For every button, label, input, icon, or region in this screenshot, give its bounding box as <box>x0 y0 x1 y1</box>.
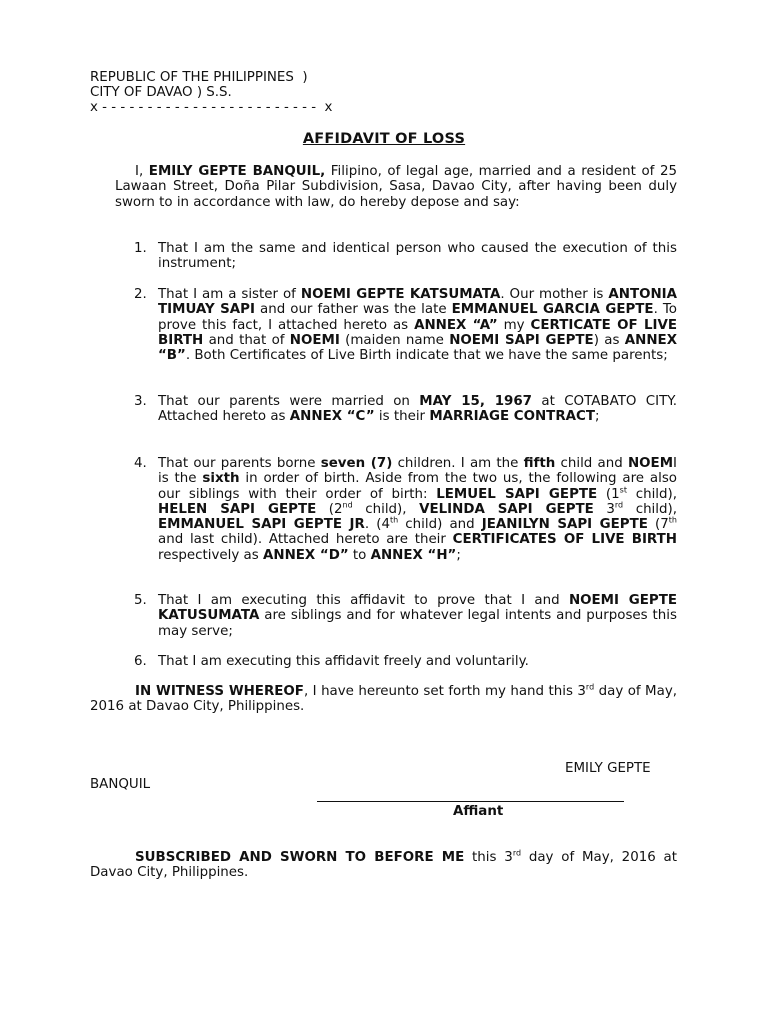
item-number: 4. <box>134 456 147 471</box>
text-run: ; <box>456 547 461 563</box>
bold-run: ANNEX “B” <box>158 332 678 364</box>
item-text <box>158 654 677 669</box>
bold-run: MAY 15, 1967 <box>419 394 532 409</box>
item-number: 1. <box>134 241 147 256</box>
superscript: nd <box>342 500 353 510</box>
text-run: children. I am the <box>392 456 524 471</box>
list-item-6 <box>134 654 677 669</box>
list-item-5 <box>134 593 677 639</box>
text-run: That I am a sister of <box>158 287 301 302</box>
text-run: respectively as <box>158 547 263 563</box>
text-run: That our parents borne <box>158 456 321 471</box>
list-item-2 <box>134 287 677 363</box>
text-run: (maiden name <box>339 332 450 348</box>
bold-run: NOEM <box>627 456 674 471</box>
superscript: th <box>389 515 399 525</box>
superscript: rd <box>614 500 624 510</box>
text-run: . Our mother is <box>500 287 609 302</box>
bold-run: MARRIAGE CONTRACT <box>429 409 595 425</box>
text-run: (7 <box>647 517 669 533</box>
text-run: child and <box>555 456 628 471</box>
text-run: in order of birth. Aside from the two us, the following are also our siblings with their order of birth: <box>158 471 677 502</box>
document-title: AFFIDAVIT OF LOSS <box>302 131 466 147</box>
affiant-name-line1: EMILY GEPTE <box>565 761 651 776</box>
intro-text: Filipino, of legal age, married and a resident of 25 Lawaan Street, Doña Pilar Subdivision, Sasa, Davao City, after having been duly sworn to in accordance with law, do hereby depose and say: <box>115 164 677 210</box>
superscript: st <box>619 485 627 495</box>
item-text <box>158 394 677 425</box>
bold-run: HELEN SAPI GEPTE <box>158 501 317 517</box>
header-republic: REPUBLIC OF THE PHILIPPINES ) <box>90 70 308 85</box>
header-separator: x - - - - - - - - - - - - - - - - - - - - - - - - x <box>90 100 333 115</box>
header-city: CITY OF DAVAO ) S.S. <box>90 85 232 100</box>
list-item-3 <box>134 394 677 425</box>
affiant-name-line2: BANQUIL <box>90 777 151 792</box>
superscript: th <box>668 515 677 525</box>
text-run: . Both Certificates of Live Birth indicate that we have the same parents; <box>185 348 668 364</box>
text-run: (1 <box>597 486 620 502</box>
bold-run: ANNEX “A” <box>414 317 498 333</box>
text-run: to <box>348 547 371 563</box>
item-number: 5. <box>134 593 147 608</box>
bold-run: JEANILYN SAPI GEPTE <box>481 517 648 533</box>
item-number: 6. <box>134 654 147 669</box>
bold-run: sixth <box>202 471 240 487</box>
bold-run: ANTONIA TIMUAY SAPI <box>158 287 678 318</box>
item-text <box>158 287 677 363</box>
bold-run: NOEMI GEPTE KATUSUMATA <box>158 593 677 624</box>
text-run: ; <box>594 409 600 425</box>
text-run: day of May, 2016 at Davao City, Philippines. <box>90 850 678 881</box>
superscript: rd <box>585 682 595 692</box>
bold-run: LEMUEL SAPI GEPTE <box>436 486 598 502</box>
bold-run: ANNEX “D” <box>263 547 349 563</box>
bold-run: NOEMI SAPI GEPTE <box>449 332 594 348</box>
item-number: 2. <box>134 287 147 302</box>
text-run: , I have hereunto set forth my hand this 3 <box>303 684 586 699</box>
superscript: rd <box>512 848 522 858</box>
item-number: 3. <box>134 394 147 409</box>
text-run: and that of <box>203 332 290 348</box>
text-run: 3 <box>593 501 615 517</box>
text-run: day of May, 2016 at Davao City, Philippines. <box>90 684 677 715</box>
bold-run: NOEMI GEPTE KATSUMATA <box>300 287 501 302</box>
text-run: child), <box>623 501 677 517</box>
bold-run: EMMANUEL SAPI GEPTE JR <box>158 517 365 533</box>
text-run: is their <box>374 409 430 425</box>
text-run: (2 <box>316 501 343 517</box>
bold-run: EMMANUEL GARCIA GEPTE <box>451 302 654 318</box>
bold-run: seven (7) <box>320 456 393 471</box>
witness-paragraph <box>90 684 677 715</box>
bold-run: ANNEX “H” <box>370 547 457 563</box>
text-run: my <box>497 317 531 333</box>
text-run: and our father was the late <box>254 302 452 318</box>
bold-run: fifth <box>523 456 556 471</box>
bold-run: VELINDA SAPI GEPTE <box>419 501 594 517</box>
text-run: are siblings and for whatever legal intents and purposes this may serve; <box>158 608 677 639</box>
text-run: . To prove this fact, I attached hereto as <box>158 302 677 333</box>
bold-run: SUBSCRIBED AND SWORN TO BEFORE ME <box>135 850 465 865</box>
item-text <box>158 241 677 272</box>
text-run: That our parents were married on <box>158 394 420 409</box>
bold-run: CERTICATE OF LIVE BIRTH <box>158 317 677 348</box>
item-text <box>158 593 677 639</box>
text-run: . (4 <box>364 517 390 533</box>
text-run: That I am the same and identical person who caused the execution of this instrument; <box>158 241 677 272</box>
list-item-1 <box>134 241 677 272</box>
text-run: at COTABATO CITY. Attached hereto as <box>158 394 678 425</box>
item-text <box>158 456 677 563</box>
signature-line <box>317 801 624 802</box>
text-run: child) and <box>398 517 482 533</box>
bold-run: CERTIFICATES OF LIVE BIRTH <box>452 532 677 548</box>
list-item-4 <box>134 456 677 563</box>
text-run: this 3 <box>464 850 513 865</box>
text-run: That I am executing this affidavit freely and voluntarily. <box>158 654 529 669</box>
text-run: child), <box>352 501 420 517</box>
bold-run: NOEMI <box>289 332 340 348</box>
text-run: and last child). Attached hereto are their <box>158 532 453 548</box>
text-run: child), <box>626 486 678 502</box>
text-run: I is the <box>158 456 677 487</box>
text-run: That I am executing this affidavit to prove that I and <box>158 593 569 608</box>
affiant-label: Affiant <box>453 804 504 819</box>
intro-text: I, <box>135 164 149 179</box>
bold-run: ANNEX “C” <box>289 409 375 425</box>
affiant-name-bold: EMILY GEPTE BANQUIL, <box>148 164 326 179</box>
jurat-paragraph <box>90 850 677 881</box>
intro-paragraph <box>115 164 677 210</box>
bold-run: IN WITNESS WHEREOF <box>135 684 304 699</box>
text-run: ) as <box>593 332 625 348</box>
